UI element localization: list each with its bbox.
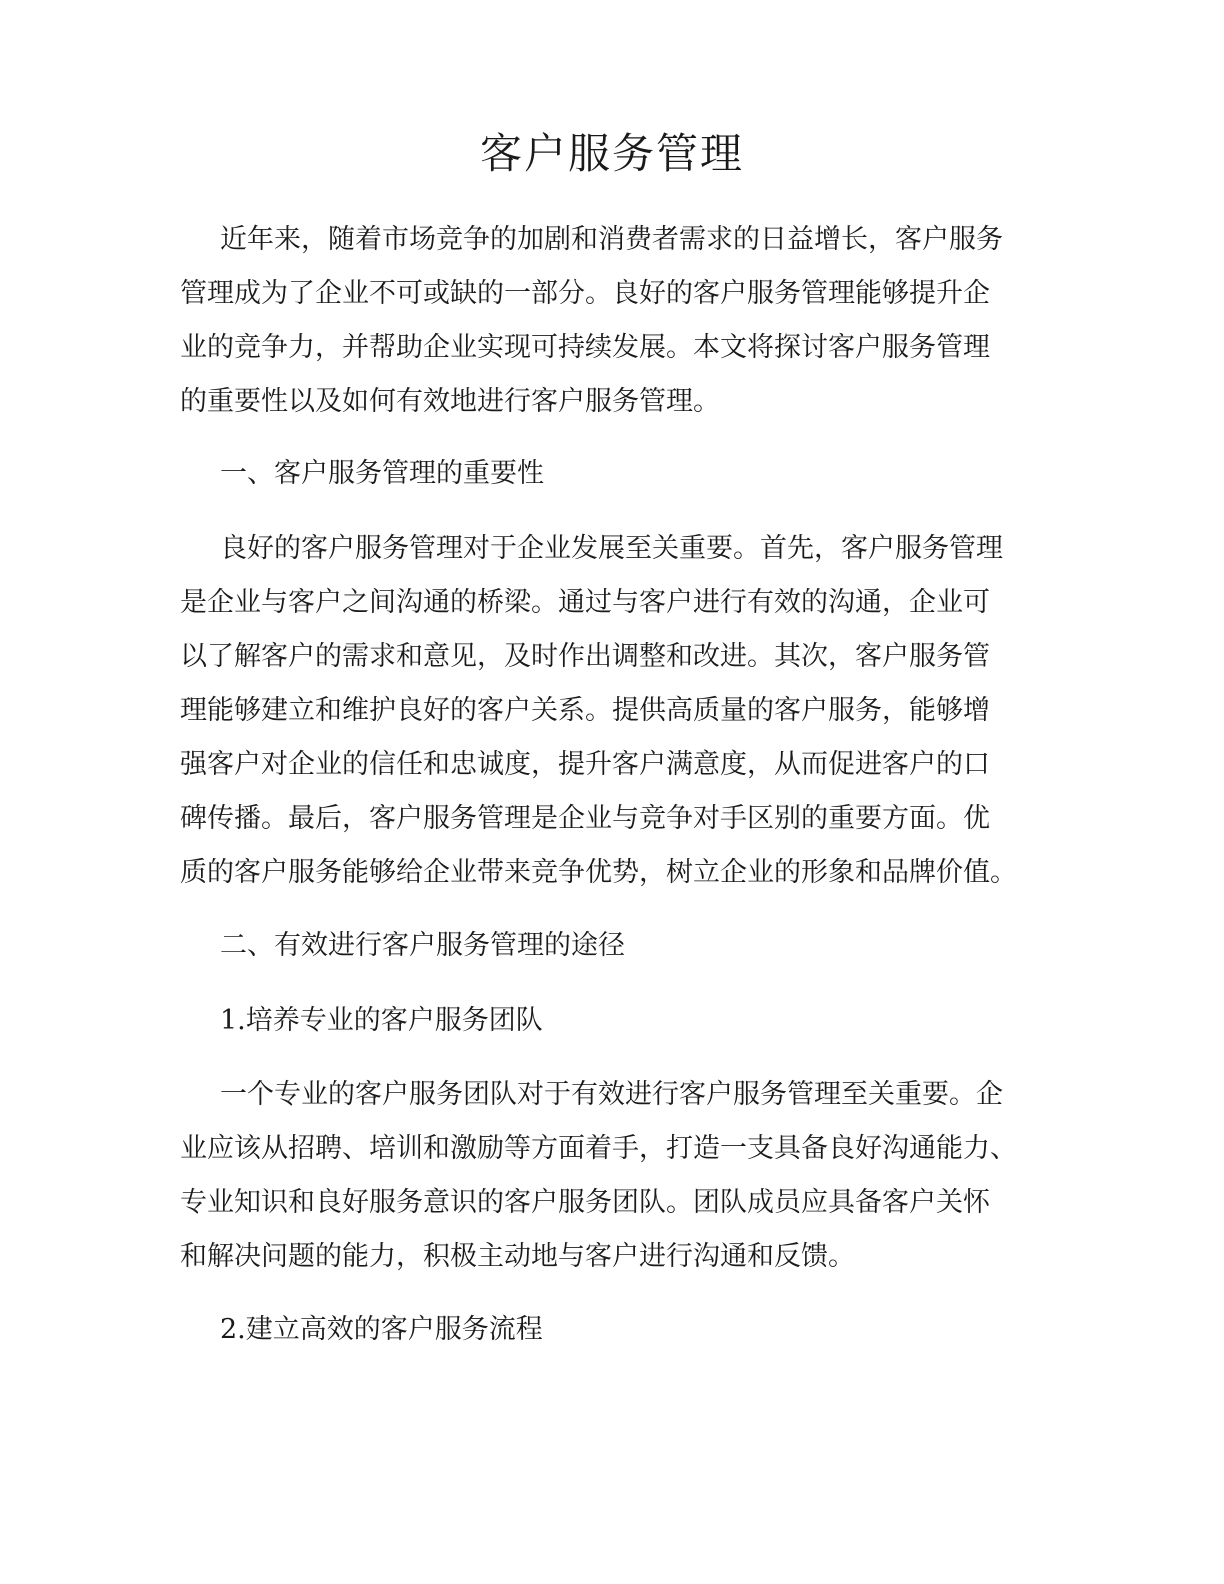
section-heading: 一、客户服务管理的重要性 <box>220 458 544 489</box>
sub1-line: 专业知识和良好服务意识的客户服务团队。团队成员应具备客户关怀 <box>180 1187 990 1218</box>
intro-line: 业的竞争力，并帮助企业实现可持续发展。本文将探讨客户服务管理 <box>180 332 990 363</box>
section1-line: 是企业与客户之间沟通的桥梁。通过与客户进行有效的沟通，企业可 <box>180 587 990 618</box>
section1-line: 强客户对企业的信任和忠诚度，提升客户满意度，从而促进客户的口 <box>180 749 990 780</box>
subsection-heading: 2.建立高效的客户服务流程 <box>220 1314 543 1345</box>
sub1-line: 业应该从招聘、培训和激励等方面着手，打造一支具备良好沟通能力、 <box>180 1133 1017 1164</box>
section1-line: 理能够建立和维护良好的客户关系。提供高质量的客户服务，能够增 <box>180 695 990 726</box>
section-heading: 二、有效进行客户服务管理的途径 <box>220 930 625 961</box>
section1-line: 碑传播。最后，客户服务管理是企业与竞争对手区别的重要方面。优 <box>180 803 990 834</box>
intro-line: 近年来，随着市场竞争的加剧和消费者需求的日益增长，客户服务 <box>220 224 1003 255</box>
document-title: 客户服务管理 <box>479 129 744 178</box>
intro-line: 的重要性以及如何有效地进行客户服务管理。 <box>180 386 720 417</box>
section1-line: 良好的客户服务管理对于企业发展至关重要。首先，客户服务管理 <box>220 533 1003 564</box>
sub1-line: 一个专业的客户服务团队对于有效进行客户服务管理至关重要。企 <box>220 1079 1003 1110</box>
subsection-heading: 1.培养专业的客户服务团队 <box>220 1005 543 1036</box>
section1-line: 以了解客户的需求和意见，及时作出调整和改进。其次，客户服务管 <box>180 641 990 672</box>
section1-line: 质的客户服务能够给企业带来竞争优势，树立企业的形象和品牌价值。 <box>180 857 1017 888</box>
sub1-line: 和解决问题的能力，积极主动地与客户进行沟通和反馈。 <box>180 1241 855 1272</box>
intro-line: 管理成为了企业不可或缺的一部分。良好的客户服务管理能够提升企 <box>180 278 990 309</box>
